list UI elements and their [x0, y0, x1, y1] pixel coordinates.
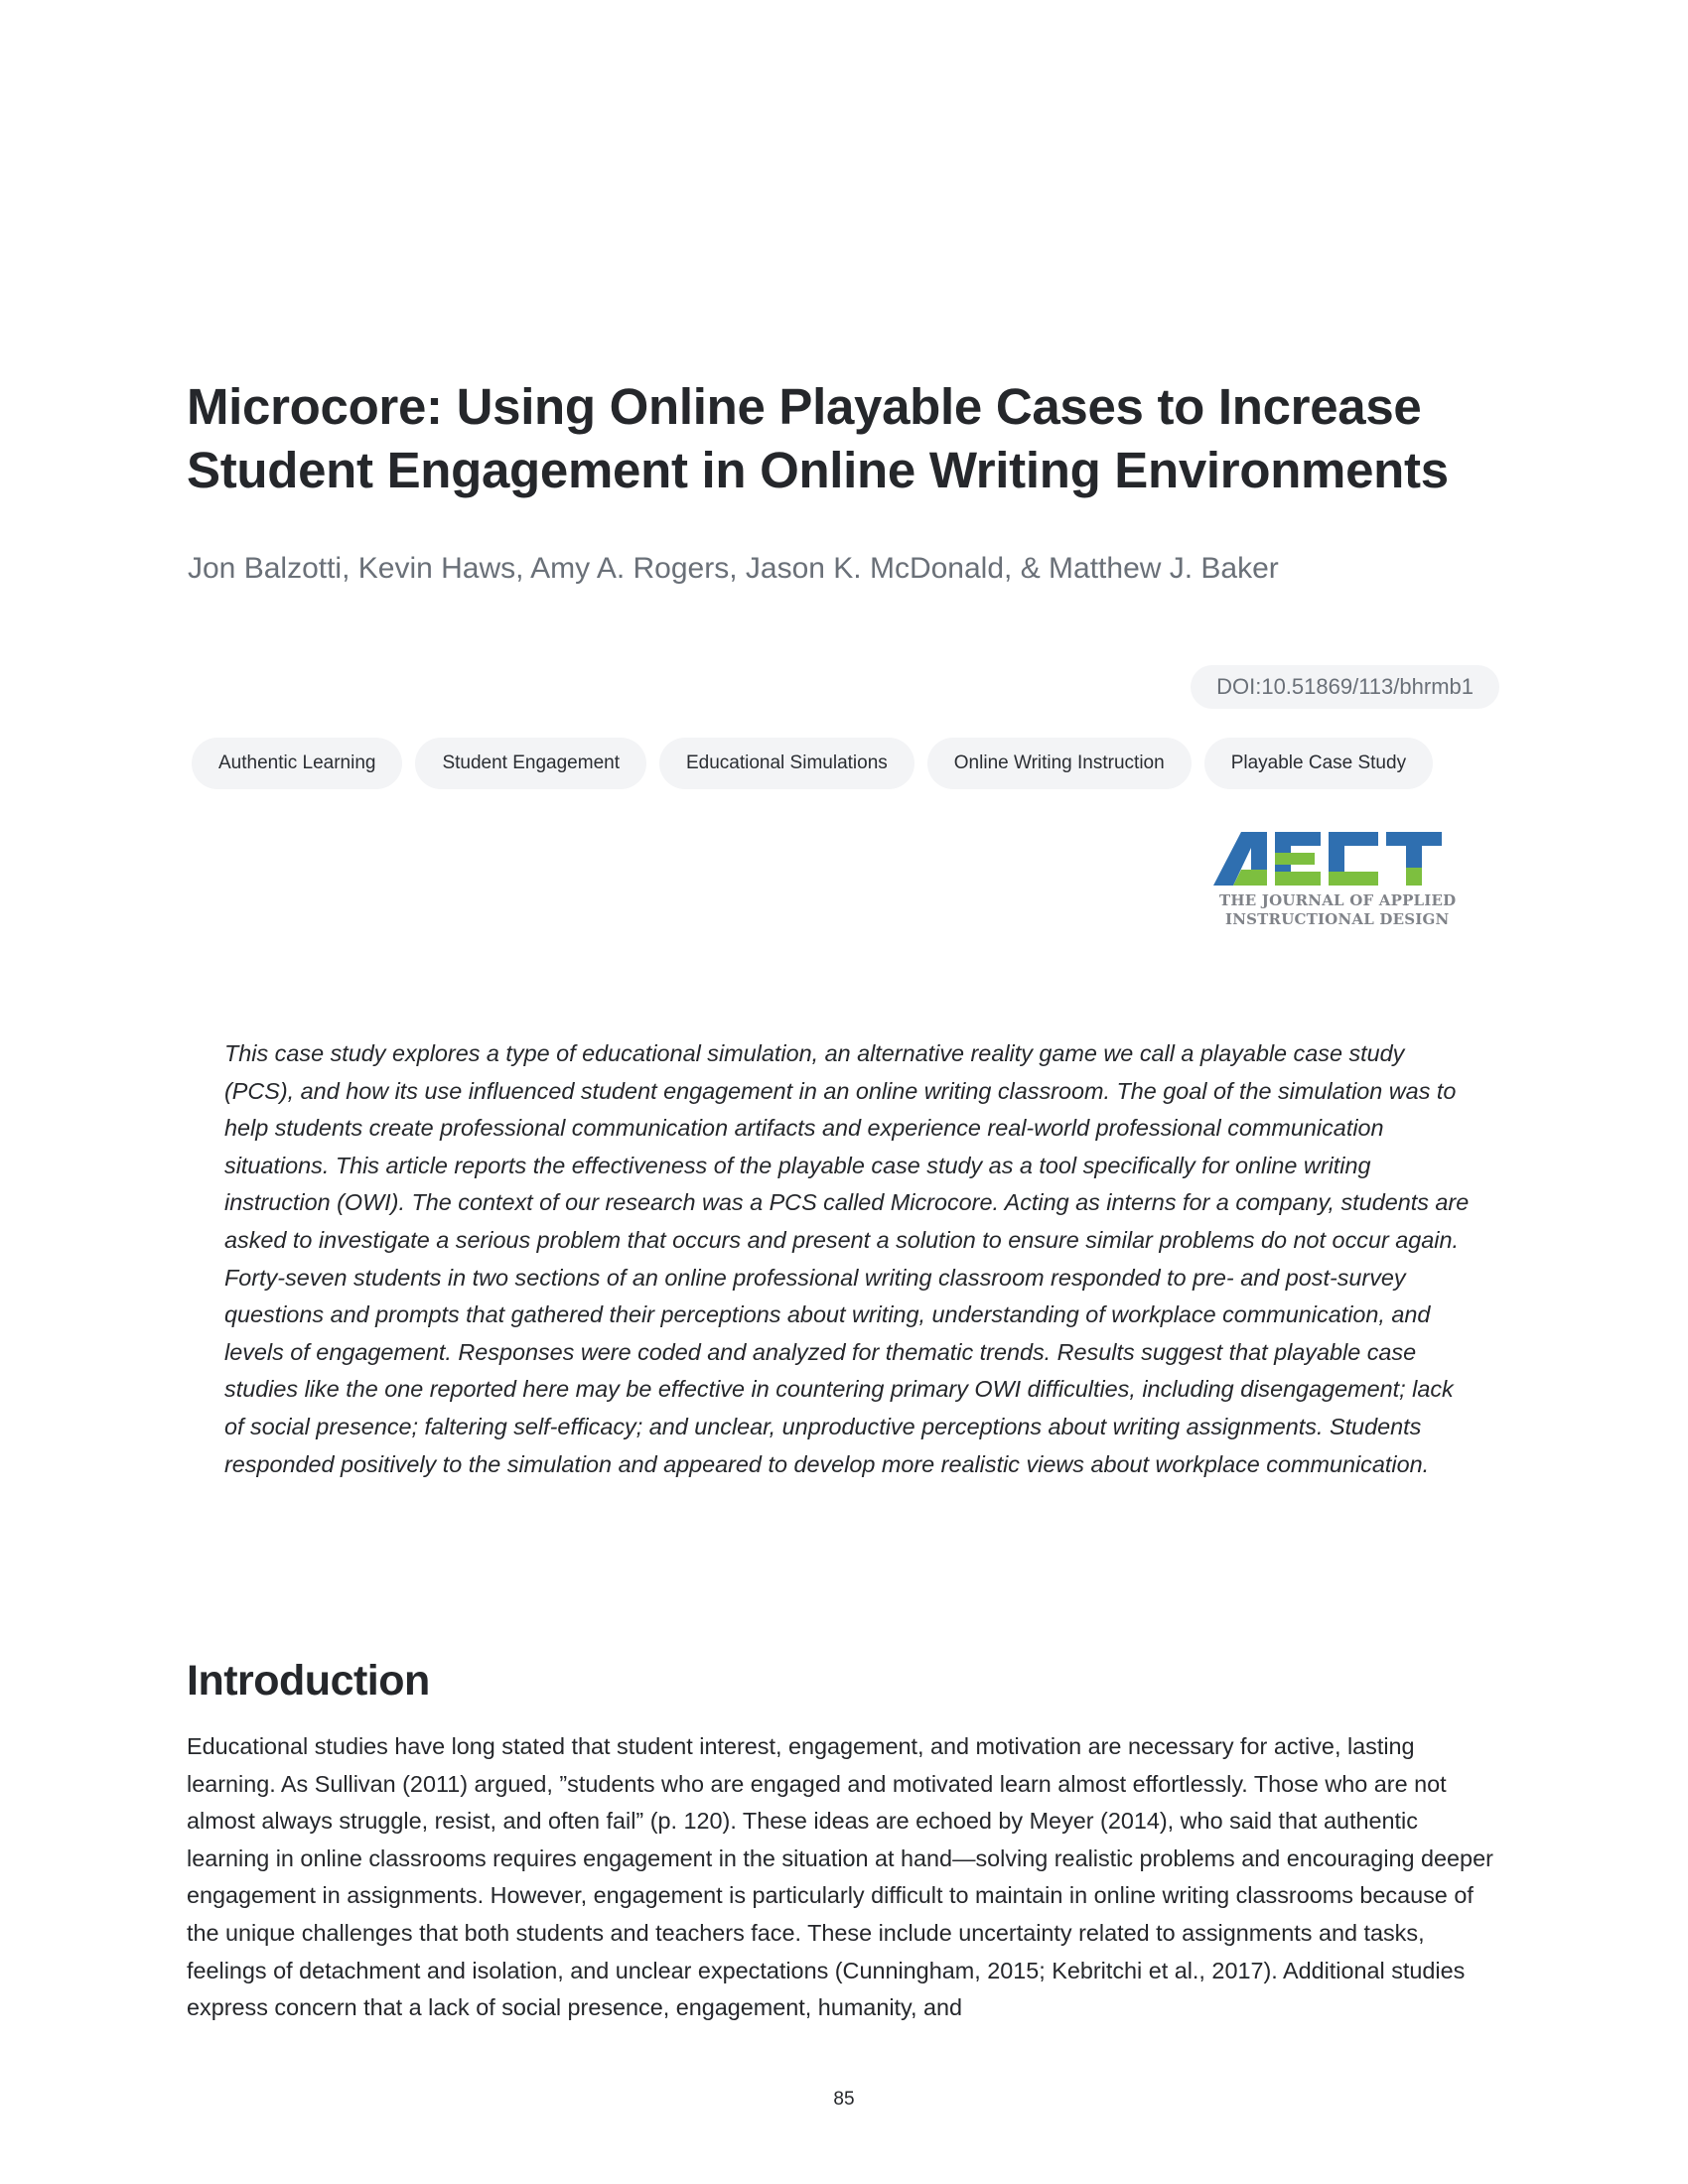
section-heading-introduction: Introduction — [187, 1657, 430, 1705]
abstract: This case study explores a type of educational simulation, an alternative reality game we call a playable case study (PCS), and how its use influenced student engagement in an online writing classroom. The goal of the simulation was to help students create professional communication artifacts and experience real-world professional communication situations. This article reports the effectiveness of the playable case study as a tool specifically for online writing instruction (OWI). The context of our research was a PCS called Microcore. Acting as interns for a company, students are asked to investigate a serious problem that occurs and present a solution to ensure similar problems do not occur again. Forty-seven students in two sections of an online professional writing classroom responded to pre- and post-survey questions and prompts that gathered their perceptions about writing, understanding of workplace communication, and levels of engagement. Responses were coded and analyzed for thematic trends. Results suggest that playable case studies like the one reported here may be effective in countering primary OWI difficulties, including disengagement; lack of social presence; faltering self-efficacy; and unclear, unproductive perceptions about writing assignments. Students responded positively to the simulation and appeared to develop more realistic views about workplace communication. — [224, 1040, 1470, 1477]
journal-name-line-2: INSTRUCTIONAL DESIGN — [1225, 910, 1450, 928]
keyword-chip-authentic-learning[interactable]: Authentic Learning — [192, 738, 402, 789]
doi-badge[interactable]: DOI:10.51869/113/bhrmb1 — [1191, 665, 1499, 709]
keyword-chip-online-writing-instruction[interactable]: Online Writing Instruction — [927, 738, 1192, 789]
keyword-chip-educational-simulations[interactable]: Educational Simulations — [659, 738, 914, 789]
page-number: 85 — [833, 2089, 855, 2110]
keyword-chip-playable-case-study[interactable]: Playable Case Study — [1204, 738, 1433, 789]
introduction-paragraph: Educational studies have long stated that student interest, engagement, and motivation are necessary for active, lasting learning. As Sullivan (2011) argued, ”students who are engaged and motivated learn almost effortlessly. Those who are not almost always struggle, resist, and often fail” (p. 120). These ideas are echoed by Meyer (2014), who said that authentic learning in online classrooms requires engagement in the situation at hand—solving realistic problems and encouraging deeper engagement in assignments. However, engagement is particularly difficult to maintain in online writing classrooms because of the unique challenges that both students and teachers face. These include uncertainty related to assignments and tasks, feelings of detachment and isolation, and unclear expectations (Cunningham, 2015; Kebritchi et al., 2017). Additional studies express concern that a lack of social presence, engagement, humanity, and — [187, 1733, 1493, 2021]
keyword-list — [192, 738, 1433, 789]
journal-name — [1219, 891, 1477, 929]
journal-name-line-1: THE JOURNAL OF APPLIED — [1219, 891, 1457, 909]
article-authors: Jon Balzotti, Kevin Haws, Amy A. Rogers, Jason K. McDonald, & Matthew J. Baker — [188, 552, 1279, 585]
article-title: Microcore: Using Online Playable Cases to Increase Student Engagement in Online Writing Environments — [187, 378, 1449, 498]
keyword-chip-student-engagement[interactable]: Student Engagement — [415, 738, 646, 789]
